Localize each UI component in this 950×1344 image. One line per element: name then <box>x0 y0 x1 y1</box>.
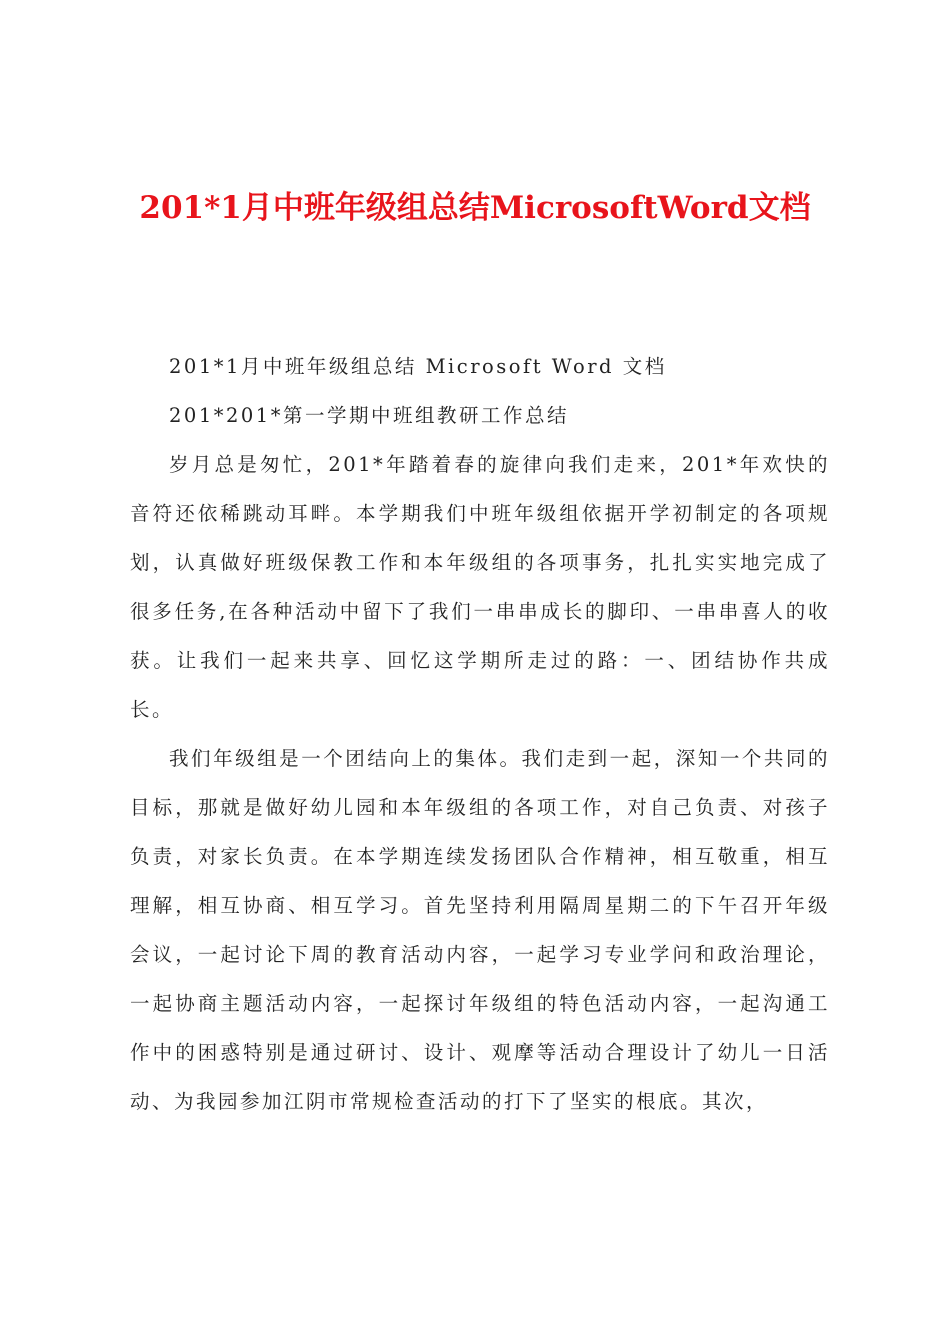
document-body <box>130 342 830 1126</box>
paragraph-teamwork: 我们年级组是一个团结向上的集体。我们走到一起，深知一个共同的目标，那就是做好幼儿园和本年级组的各项工作，对自己负责、对孩子负责，对家长负责。在本学期连续发扬团队合作精神，相互敬重，相互理解，相互协商、相互学习。首先坚持利用隔周星期二的下午召开年级会议，一起讨论下周的教育活动内容，一起学习专业学问和政治理论，一起协商主题活动内容，一起探讨年级组的特色活动内容，一起沟通工作中的困惑特别是通过研讨、设计、观摩等活动合理设计了幼儿一日活动、为我园参加江阴市常规检查活动的打下了坚实的根底。其次， <box>130 747 830 1113</box>
paragraph-doc-name: 201*1月中班年级组总结 Microsoft Word 文档 <box>169 355 667 378</box>
paragraph-intro: 岁月总是匆忙，201*年踏着春的旋律向我们走来，201*年欢快的音符还依稀跳动耳畔。本学期我们中班年级组依据开学初制定的各项规划，认真做好班级保教工作和本年级组的各项事务，扎扎实实地完成了很多任务,在各种活动中留下了我们一串串成长的脚印、一串串喜人的收获。让我们一起来共享、回忆这学期所走过的路：一、团结协作共成长。 <box>130 453 830 721</box>
document-title: 201*1月中班年级组总结MicrosoftWord文档 <box>139 190 811 226</box>
paragraph-subtitle: 201*201*第一学期中班组教研工作总结 <box>169 404 569 427</box>
